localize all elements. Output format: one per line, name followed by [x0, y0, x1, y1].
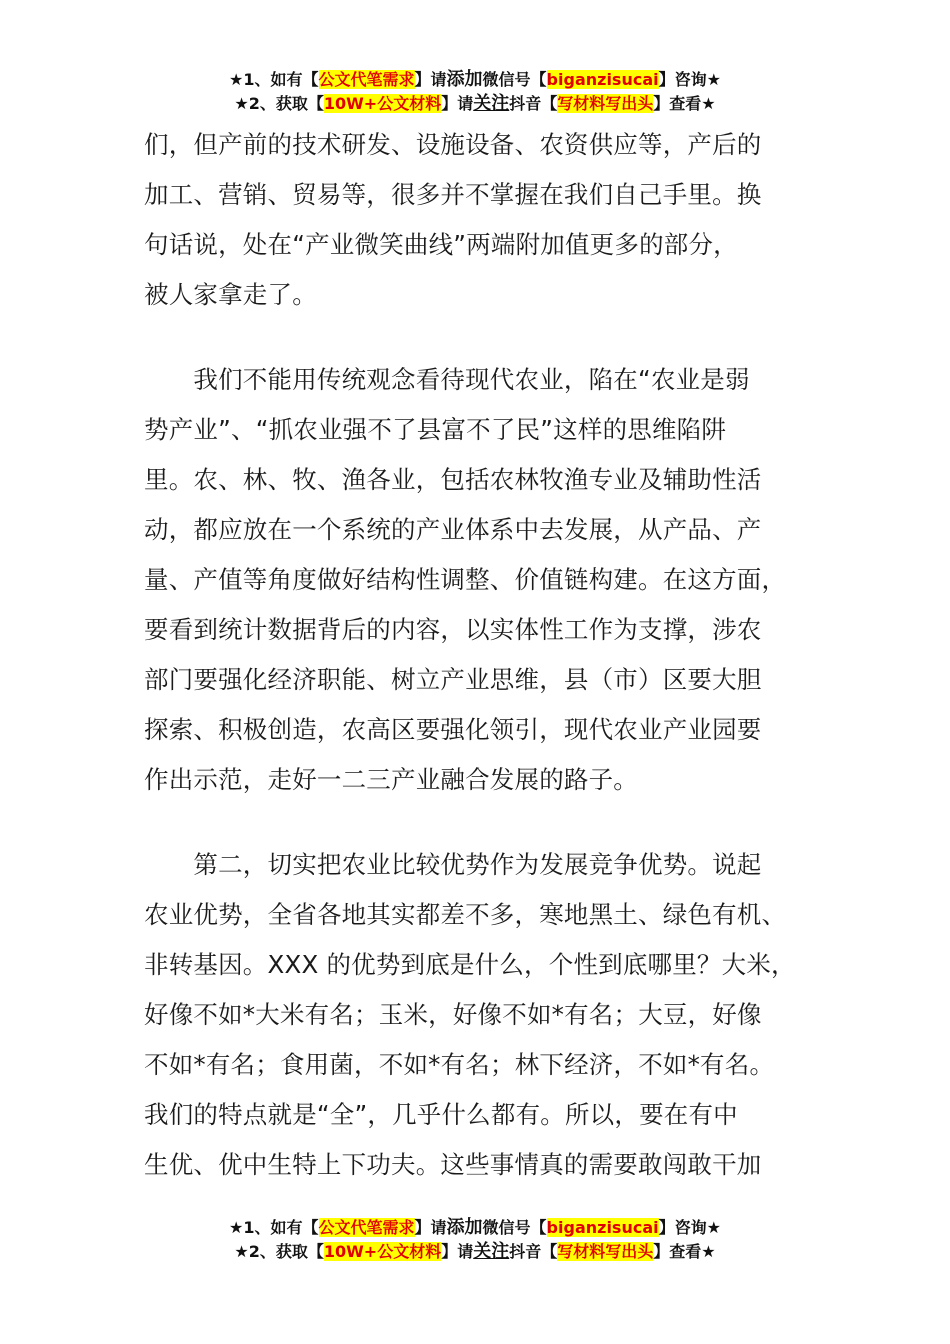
text-line: 我们不能用传统观念看待现代农业，陷在“农业是弱 — [144, 365, 750, 394]
text-line: 不如*有名；食用菌，不如*有名；林下经济，不如*有名。 — [144, 1050, 775, 1079]
text-line: 作出示范，走好一二三产业融合发展的路子。 — [144, 765, 638, 794]
banner-line-2: ★2、获取【10W+公文材料】请关注抖音【写材料写出头】查看★ — [234, 93, 716, 114]
header-banner — [0, 68, 950, 116]
highlight-wechat-id: biganzisucai — [546, 70, 659, 89]
banner-line-1: ★1、如有【公文代笔需求】请添加微信号【biganzisucai】咨询★ — [229, 69, 721, 90]
highlight-wechat-id: biganzisucai — [546, 1218, 659, 1237]
text-line: 量、产值等角度做好结构性调整、价值链构建。在这方面， — [144, 565, 787, 594]
highlight-service: 公文代笔需求 — [318, 1218, 415, 1237]
document-body — [144, 120, 824, 1190]
highlight-douyin: 写材料写出头 — [557, 1242, 654, 1261]
paragraph-3 — [144, 840, 824, 1190]
paragraph-gap — [144, 805, 824, 840]
text-line: 被人家拿走了。 — [144, 280, 317, 309]
text-line: 生优、优中生特上下功夫。这些事情真的需要敢闯敢干加 — [144, 1150, 762, 1179]
text-line: 要看到统计数据背后的内容，以实体性工作为支撑，涉农 — [144, 615, 762, 644]
text-line: 探索、积极创造，农高区要强化领引，现代农业产业园要 — [144, 715, 762, 744]
highlight-materials: 10W+公文材料 — [323, 1242, 442, 1261]
banner-line-1: ★1、如有【公文代笔需求】请添加微信号【biganzisucai】咨询★ — [229, 1217, 721, 1238]
text-line: 动，都应放在一个系统的产业体系中去发展，从产品、产 — [144, 515, 762, 544]
footer-banner — [0, 1216, 950, 1264]
text-line: 好像不如*大米有名；玉米，好像不如*有名；大豆，好像 — [144, 1000, 762, 1029]
highlight-service: 公文代笔需求 — [318, 70, 415, 89]
banner-line-2: ★2、获取【10W+公文材料】请关注抖音【写材料写出头】查看★ — [234, 1241, 716, 1262]
text-line: 农业优势，全省各地其实都差不多，寒地黑土、绿色有机、 — [144, 900, 787, 929]
text-line: 第二，切实把农业比较优势作为发展竞争优势。说起 — [144, 850, 762, 879]
text-line: 势产业”、“抓农业强不了县富不了民”这样的思维陷阱 — [144, 415, 727, 444]
text-line: 部门要强化经济职能、树立产业思维，县（市）区要大胆 — [144, 665, 762, 694]
text-line: 非转基因。XXX 的优势到底是什么，个性到底哪里？大米， — [144, 950, 796, 979]
paragraph-2 — [144, 355, 824, 805]
highlight-materials: 10W+公文材料 — [323, 94, 442, 113]
text-line: 里。农、林、牧、渔各业，包括农林牧渔专业及辅助性活 — [144, 465, 762, 494]
text-line: 我们的特点就是“全”，几乎什么都有。所以，要在有中 — [144, 1100, 738, 1129]
paragraph-gap — [144, 320, 824, 355]
text-line: 加工、营销、贸易等，很多并不掌握在我们自己手里。换 — [144, 180, 762, 209]
paragraph-1 — [144, 120, 824, 320]
highlight-douyin: 写材料写出头 — [557, 94, 654, 113]
text-line: 们，但产前的技术研发、设施设备、农资供应等，产后的 — [144, 130, 762, 159]
text-line: 句话说，处在“产业微笑曲线”两端附加值更多的部分， — [144, 230, 738, 259]
